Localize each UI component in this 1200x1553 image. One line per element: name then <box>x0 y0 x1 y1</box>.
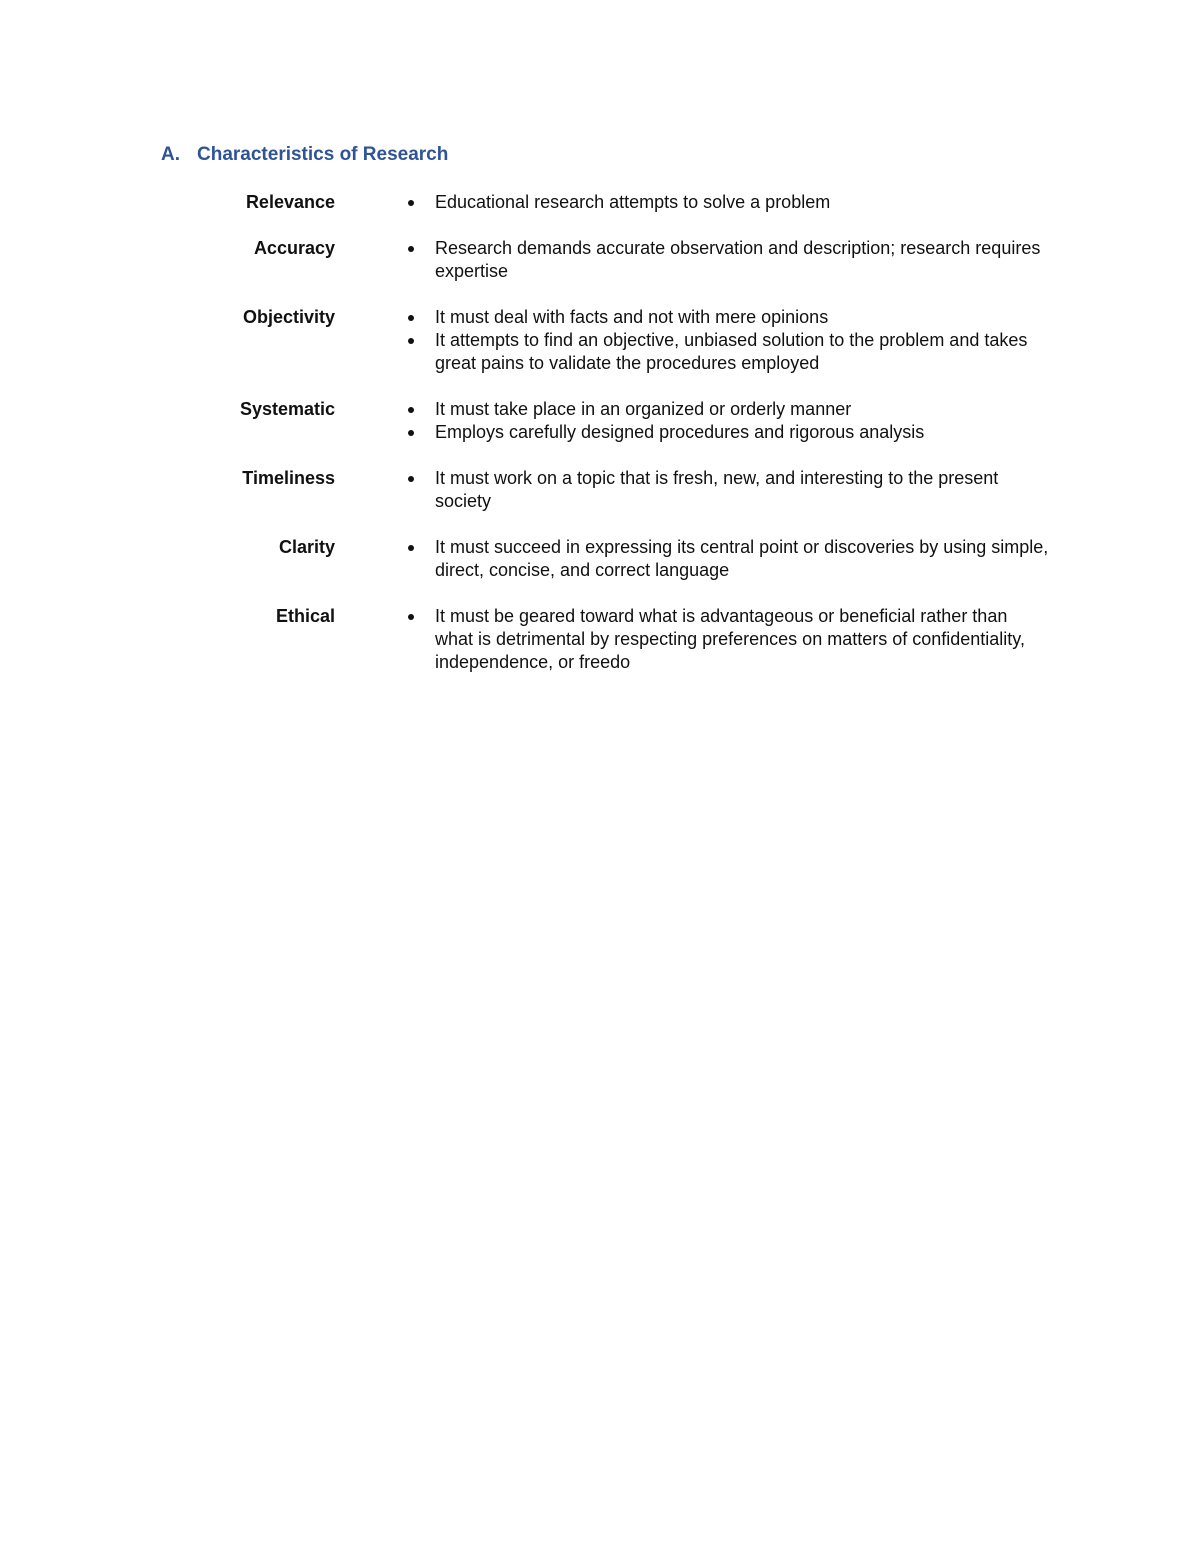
section-heading <box>161 144 448 166</box>
bullet-list <box>400 467 1050 513</box>
characteristic-term: Ethical <box>275 606 335 626</box>
bullet-list <box>400 306 1050 375</box>
bullet-icon <box>408 430 414 436</box>
bullet-text: Research demands accurate observation and description; research requires expertise <box>435 238 1041 281</box>
characteristic-term: Systematic <box>239 399 335 419</box>
bullet-icon <box>408 545 414 551</box>
characteristic-row <box>0 191 1200 214</box>
characteristics-list <box>0 191 1200 697</box>
characteristic-term: Objectivity <box>242 307 335 327</box>
bullet-item <box>400 536 1050 582</box>
bullet-icon <box>408 476 414 482</box>
bullet-list <box>400 536 1050 582</box>
bullet-icon <box>408 246 414 252</box>
characteristic-term: Clarity <box>278 537 335 557</box>
characteristic-row <box>0 605 1200 674</box>
bullet-text: Educational research attempts to solve a problem <box>435 192 831 212</box>
bullet-item <box>400 329 1050 375</box>
bullet-item <box>400 237 1050 283</box>
bullet-item <box>400 421 1050 444</box>
bullet-icon <box>408 200 414 206</box>
characteristic-term: Accuracy <box>253 238 335 258</box>
bullet-text: It must deal with facts and not with mere opinions <box>435 307 829 327</box>
bullet-item <box>400 191 1050 214</box>
bullet-item <box>400 306 1050 329</box>
bullet-text: Employs carefully designed procedures and rigorous analysis <box>435 422 925 442</box>
bullet-text: It must take place in an organized or orderly manner <box>435 399 852 419</box>
characteristic-row <box>0 536 1200 582</box>
characteristic-row <box>0 237 1200 283</box>
bullet-list <box>400 237 1050 283</box>
characteristic-term: Relevance <box>245 192 335 212</box>
bullet-text: It attempts to find an objective, unbiased solution to the problem and takes great pains to validate the procedures employed <box>435 330 1028 373</box>
characteristic-row <box>0 306 1200 375</box>
bullet-icon <box>408 315 414 321</box>
bullet-icon <box>408 338 414 344</box>
bullet-list <box>400 605 1050 674</box>
bullet-list <box>400 398 1050 444</box>
bullet-item <box>400 467 1050 513</box>
characteristic-term: Timeliness <box>242 468 335 488</box>
bullet-list <box>400 191 1050 214</box>
section-letter: A. <box>161 144 180 165</box>
bullet-text: It must be geared toward what is advantageous or beneficial rather than what is detrimental by respecting preferences on matters of confidentiality, independence, or freedo <box>435 606 1025 672</box>
bullet-icon <box>408 614 414 620</box>
characteristic-row <box>0 398 1200 444</box>
bullet-item <box>400 605 1050 674</box>
bullet-text: It must work on a topic that is fresh, new, and interesting to the present society <box>435 468 999 511</box>
bullet-icon <box>408 407 414 413</box>
characteristic-row <box>0 467 1200 513</box>
bullet-text: It must succeed in expressing its central point or discoveries by using simple, direct, concise, and correct language <box>435 537 1049 580</box>
section-title: Characteristics of Research <box>197 144 449 165</box>
bullet-item <box>400 398 1050 421</box>
